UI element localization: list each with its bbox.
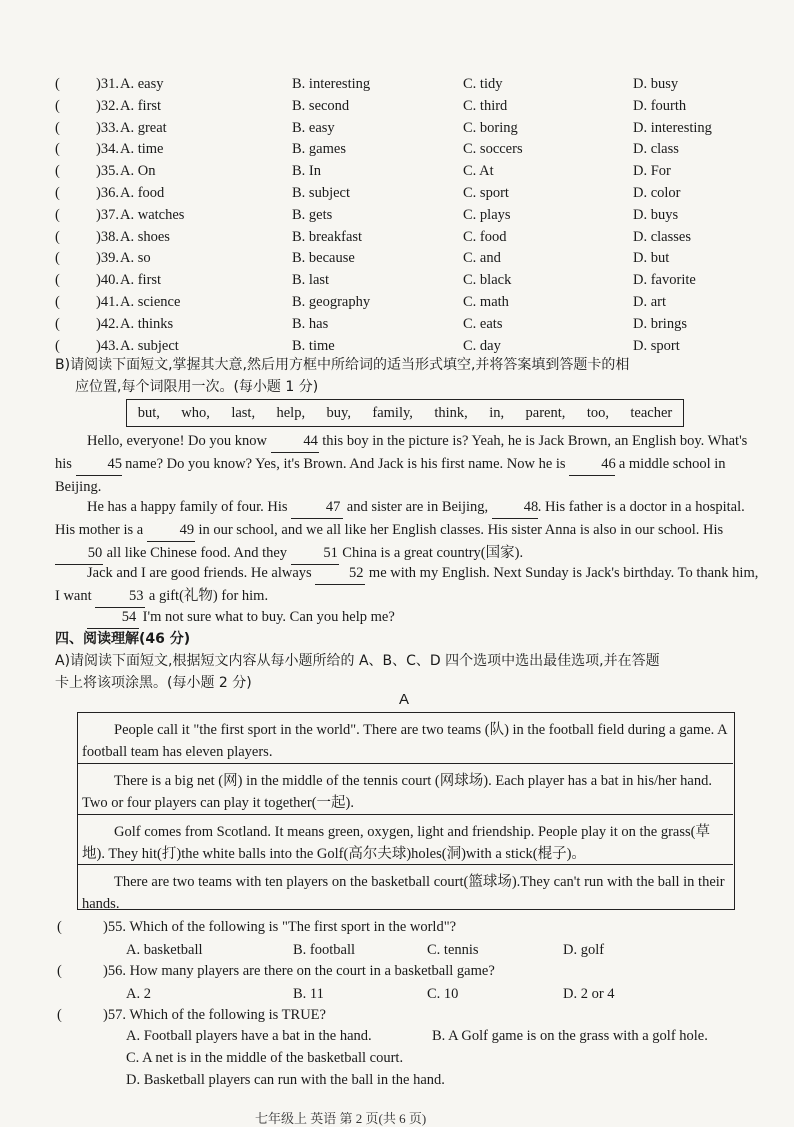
- option-b[interactable]: B. second: [292, 97, 350, 114]
- sports-table: [77, 712, 735, 910]
- question-number: )40.: [96, 272, 119, 289]
- word-bank-item: family,: [372, 404, 413, 421]
- answer-paren[interactable]: (: [57, 963, 62, 979]
- option-b[interactable]: B. A Golf game is on the grass with a golf hole.: [432, 1028, 708, 1044]
- option-a[interactable]: A. On: [120, 163, 156, 180]
- word-bank-item: help,: [276, 404, 306, 421]
- cloze-question: [0, 96, 794, 116]
- option-d[interactable]: D. class: [633, 141, 679, 158]
- option-a[interactable]: A. subject: [120, 337, 179, 354]
- option-a[interactable]: A. shoes: [120, 228, 170, 245]
- instruction-line-2: 卡上将该项涂黑。(每小题 2 分): [55, 675, 252, 691]
- blank-45[interactable]: 45: [76, 453, 122, 476]
- option-b[interactable]: B. has: [292, 315, 329, 332]
- blank-51[interactable]: 51: [291, 542, 339, 565]
- cloze-question: [0, 227, 794, 247]
- option-b[interactable]: B. interesting: [292, 76, 371, 92]
- table-divider: [78, 864, 733, 865]
- cloze-question: [0, 270, 794, 290]
- answer-paren[interactable]: (: [55, 315, 60, 332]
- option-a[interactable]: A. 2: [126, 986, 151, 1002]
- question-57-options-ab: [0, 1026, 794, 1046]
- option-c[interactable]: C. tennis: [427, 942, 479, 958]
- answer-paren[interactable]: (: [55, 185, 60, 201]
- question-57-option-c: [0, 1048, 794, 1068]
- table-divider: [78, 763, 733, 764]
- option-b[interactable]: B. easy: [292, 119, 335, 136]
- option-b[interactable]: B. In: [292, 163, 321, 180]
- question-number: )34.: [96, 141, 119, 158]
- option-b[interactable]: B. geography: [292, 294, 371, 310]
- blank-48[interactable]: 48: [492, 496, 538, 519]
- option-b[interactable]: B. games: [292, 141, 346, 158]
- option-c[interactable]: C. plays: [463, 206, 511, 223]
- option-d[interactable]: D. fourth: [633, 97, 687, 114]
- blank-44[interactable]: 44: [271, 430, 319, 453]
- answer-paren[interactable]: (: [55, 228, 60, 245]
- option-d[interactable]: D. favorite: [633, 272, 696, 289]
- option-d[interactable]: D. sport: [633, 337, 680, 354]
- question-number: )39.: [96, 250, 119, 267]
- cloze-question: [0, 161, 794, 181]
- question-57: [0, 1005, 794, 1025]
- option-a[interactable]: A. time: [120, 141, 164, 158]
- question-stem: )56. How many players are there on the court in a basketball game?: [103, 963, 495, 979]
- option-c[interactable]: C. eats: [463, 315, 503, 332]
- question-56-options: [0, 984, 794, 1004]
- option-c[interactable]: C. tidy: [463, 76, 503, 92]
- option-b[interactable]: B. time: [292, 337, 335, 354]
- answer-paren[interactable]: (: [55, 163, 60, 180]
- answer-paren[interactable]: (: [55, 76, 60, 92]
- option-c[interactable]: C. A net is in the middle of the basketball court.: [126, 1050, 404, 1066]
- option-b[interactable]: B. last: [292, 272, 330, 289]
- cloze-question: [0, 248, 794, 268]
- passage-label: A: [399, 691, 410, 708]
- table-cell-tennis: There is a big net (网) in the middle of the tennis court (网球场). Each player has a bat in his/her hand. Two or four players can play it together(一起).: [82, 773, 712, 811]
- question-number: )38.: [96, 228, 119, 245]
- cloze-question: [0, 336, 794, 356]
- cloze-question: [0, 183, 794, 203]
- blank-53[interactable]: 53: [95, 585, 145, 608]
- blank-49[interactable]: 49: [147, 519, 195, 542]
- option-a[interactable]: A. first: [120, 97, 162, 114]
- blank-50[interactable]: 50: [55, 542, 103, 565]
- option-c[interactable]: C. sport: [463, 185, 509, 201]
- question-number: )31.: [96, 76, 119, 92]
- word-bank-item: teacher: [630, 404, 673, 421]
- option-a[interactable]: A. easy: [120, 76, 164, 92]
- option-d[interactable]: D. but: [633, 250, 670, 267]
- cloze-question: [0, 205, 794, 225]
- answer-paren[interactable]: (: [55, 250, 60, 267]
- passage-paragraph-1: Hello, everyone! Do you know 44 this boy in the picture is? Yeah, he is Jack Brown, an English boy. What's his 45 name? Do you know? Yes, it's Brown. And Jack is his first name. Now he is 46 a middle school in Beijing.: [55, 430, 761, 498]
- cloze-question: [0, 74, 794, 94]
- question-number: )37.: [96, 206, 119, 223]
- option-d[interactable]: D. brings: [633, 315, 687, 332]
- word-bank-item: buy,: [326, 404, 351, 421]
- option-c[interactable]: C. and: [463, 250, 501, 267]
- option-a[interactable]: A. so: [120, 250, 151, 267]
- option-d[interactable]: D. Basketball players can run with the ball in the hand.: [126, 1072, 445, 1088]
- word-bank-item: parent,: [525, 404, 566, 421]
- option-a[interactable]: A. great: [120, 119, 167, 136]
- instruction-line-2: 应位置,每个词限用一次。(每小题 1 分): [75, 379, 319, 395]
- option-b[interactable]: B. gets: [292, 206, 333, 223]
- option-a[interactable]: A. thinks: [120, 315, 174, 332]
- question-number: )33.: [96, 119, 119, 136]
- word-bank-item: think,: [434, 404, 468, 421]
- question-stem: )57. Which of the following is TRUE?: [103, 1007, 326, 1023]
- option-d[interactable]: D. golf: [563, 942, 605, 958]
- option-b[interactable]: B. because: [292, 250, 355, 267]
- answer-paren[interactable]: (: [57, 1007, 62, 1023]
- page-footer: 七年级上 英语 第 2 页(共 6 页): [255, 1111, 427, 1126]
- word-bank-item: but,: [137, 404, 160, 421]
- option-d[interactable]: D. classes: [633, 228, 691, 245]
- question-stem: )55. Which of the following is "The first sport in the world"?: [103, 919, 457, 935]
- blank-46[interactable]: 46: [569, 453, 615, 476]
- option-c[interactable]: C. At: [463, 163, 494, 180]
- question-number: )43.: [96, 337, 119, 354]
- table-cell-football: People call it "the first sport in the world". There are two teams (队) in the football field during a game. A football team has eleven players.: [82, 722, 727, 760]
- table-cell-golf: Golf comes from Scotland. It means green, oxygen, light and friendship. People play it on the grass(草地). They hit(打)the white balls into the Golf(高尔夫球)holes(洞)with a stick(棍子)。: [82, 824, 710, 862]
- table-cell-basketball: There are two teams with ten players on the basketball court(篮球场).They can't run with the ball in their hands.: [82, 874, 725, 912]
- question-56: [0, 961, 794, 981]
- answer-paren[interactable]: (: [57, 919, 62, 935]
- option-a[interactable]: A. food: [120, 185, 165, 201]
- option-a[interactable]: A. first: [120, 272, 162, 289]
- passage-paragraph-3: Jack and I are good friends. He always 52 me with my English. Next Sunday is Jack's birthday. To thank him, I want 53 a gift(礼物) for him.: [55, 562, 761, 608]
- option-b[interactable]: B. football: [293, 942, 356, 958]
- option-c[interactable]: C. soccers: [463, 141, 523, 158]
- option-d[interactable]: D. busy: [633, 76, 679, 92]
- cloze-question: [0, 139, 794, 159]
- cloze-question: [0, 292, 794, 312]
- word-bank: [126, 399, 684, 427]
- question-number: )41.: [96, 294, 119, 310]
- option-d[interactable]: D. art: [633, 294, 667, 310]
- option-c[interactable]: C. black: [463, 272, 512, 289]
- question-number: )42.: [96, 315, 119, 332]
- answer-paren[interactable]: (: [55, 337, 60, 354]
- option-a[interactable]: A. watches: [120, 206, 185, 223]
- section-b-instruction: [55, 354, 761, 398]
- word-bank-item: who,: [181, 404, 210, 421]
- option-b[interactable]: B. breakfast: [292, 228, 363, 245]
- option-d[interactable]: D. 2 or 4: [563, 986, 615, 1002]
- option-d[interactable]: D. buys: [633, 206, 679, 223]
- question-55-options: [0, 940, 794, 960]
- blank-52[interactable]: 52: [315, 562, 365, 585]
- option-b[interactable]: B. 11: [293, 986, 324, 1002]
- option-c[interactable]: C. math: [463, 294, 509, 310]
- option-d[interactable]: D. For: [633, 163, 671, 180]
- question-number: )32.: [96, 97, 119, 114]
- question-number: )35.: [96, 163, 119, 180]
- option-d[interactable]: D. interesting: [633, 119, 712, 136]
- word-bank-item: last,: [231, 404, 256, 421]
- option-b[interactable]: B. subject: [292, 185, 350, 201]
- section-4-instruction: [55, 650, 761, 694]
- option-a[interactable]: A. science: [120, 294, 181, 310]
- passage-paragraph-2: He has a happy family of four. His 47 and sister are in Beijing, 48. His father is a doctor in a hospital. His mother is a 49 in our school, and we all like her English classes. His sister Anna is also in our school. His 50 all like Chinese food. And they 51 China is a great country(国家).: [55, 496, 761, 565]
- cloze-question: [0, 314, 794, 334]
- option-c[interactable]: C. third: [463, 97, 508, 114]
- table-divider: [78, 814, 733, 815]
- answer-paren[interactable]: (: [55, 272, 60, 289]
- option-c[interactable]: C. food: [463, 228, 507, 245]
- blank-47[interactable]: 47: [291, 496, 343, 519]
- instruction-line-1: A)请阅读下面短文,根据短文内容从每小题所给的 A、B、C、D 四个选项中选出最佳选项,并在答题: [55, 653, 660, 669]
- section-4-title: 四、阅读理解(46 分): [55, 631, 191, 647]
- answer-paren[interactable]: (: [55, 206, 60, 223]
- passage-paragraph-4: 54 I'm not sure what to buy. Can you help me?: [55, 606, 761, 629]
- answer-paren[interactable]: (: [55, 294, 60, 310]
- option-a[interactable]: A. Football players have a bat in the hand.: [126, 1028, 372, 1044]
- question-57-option-d: [0, 1070, 794, 1090]
- option-c[interactable]: C. boring: [463, 119, 518, 136]
- option-d[interactable]: D. color: [633, 185, 681, 201]
- question-55: [0, 917, 794, 937]
- word-bank-item: too,: [586, 404, 609, 421]
- answer-paren[interactable]: (: [55, 119, 60, 136]
- option-c[interactable]: C. day: [463, 337, 501, 354]
- cloze-question: [0, 118, 794, 138]
- answer-paren[interactable]: (: [55, 97, 60, 114]
- question-number: )36.: [96, 185, 119, 201]
- blank-54[interactable]: 54: [87, 606, 139, 629]
- instruction-line-1: B)请阅读下面短文,掌握其大意,然后用方框中所给词的适当形式填空,并将答案填到答题卡的相: [55, 357, 630, 373]
- option-c[interactable]: C. 10: [427, 986, 459, 1002]
- answer-paren[interactable]: (: [55, 141, 60, 158]
- option-a[interactable]: A. basketball: [126, 942, 203, 958]
- word-bank-item: in,: [489, 404, 505, 421]
